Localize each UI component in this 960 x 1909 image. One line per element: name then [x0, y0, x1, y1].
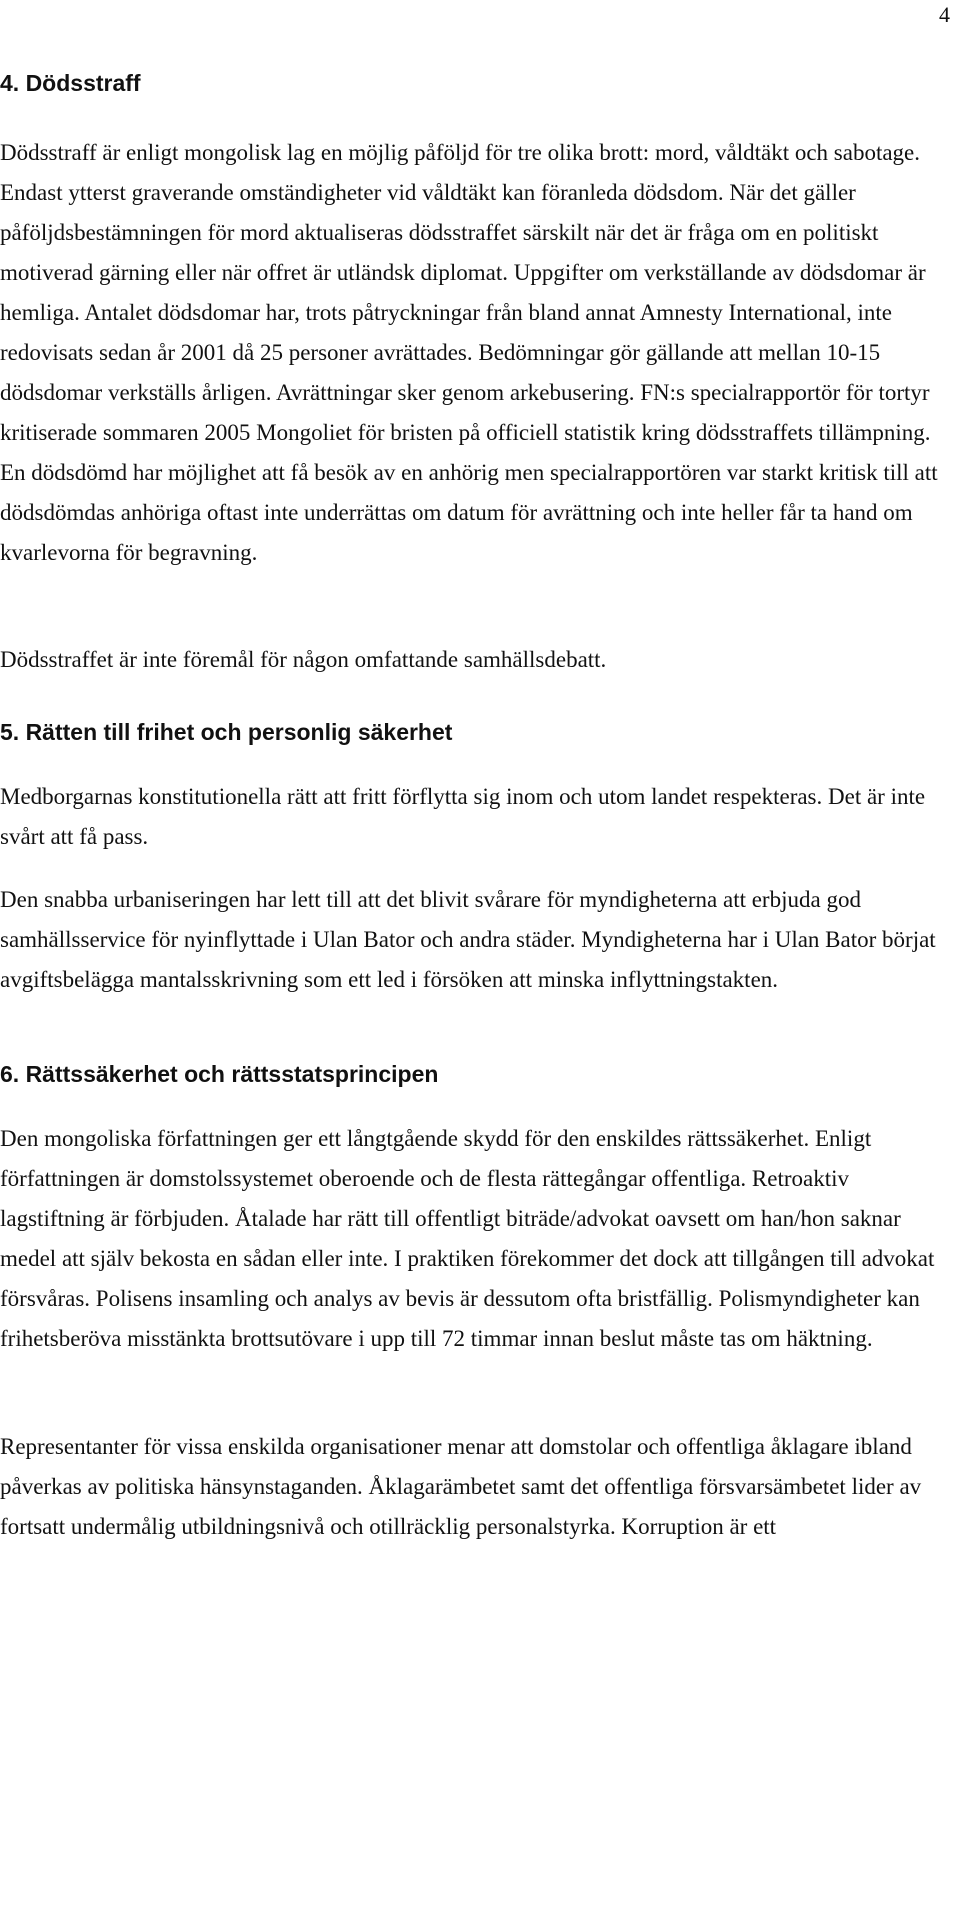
section-heading-frihet: 5. Rätten till frihet och personlig säkerhet: [0, 719, 453, 745]
section-heading-dodsstraff: 4. Dödsstraff: [0, 70, 141, 96]
paragraph-dodsstraff-debate: Dödsstraffet är inte föremål för någon omfattande samhällsdebatt.: [0, 647, 607, 672]
paragraph-frihet-movement: Medborgarnas konstitutionella rätt att fritt förflytta sig inom och utom landet respekteras. Det är inte svårt att få pass.: [0, 784, 926, 849]
paragraph-rattssakerhet-constitution: Den mongoliska författningen ger ett långtgående skydd för den enskildes rättssäkerhet. Enligt författningen är domstolssystemet oberoende och de flesta rättegångar offentliga. Retroaktiv lagstiftning är förbjuden. Åtalade har rätt till offentligt biträde/advokat oavsett om han/hon saknar medel att själv bekosta en sådan eller inte. I praktiken förekommer det dock att tillgången till advokat försvåras. Polisens insamling och analys av bevis är dessutom ofta bristfällig. Polismyndigheter kan frihetsberöva misstänkta brottsutövare i upp till 72 timmar innan beslut måste tas om häktning.: [0, 1126, 935, 1351]
section-heading-rattssakerhet: 6. Rättssäkerhet och rättsstatsprincipen: [0, 1061, 439, 1087]
paragraph-frihet-urbanization: Den snabba urbaniseringen har lett till att det blivit svårare för myndigheterna att erbjuda god samhällsservice för nyinflyttade i Ulan Bator och andra städer. Myndigheterna har i Ulan Bator börjat avgiftsbelägga mantalsskrivning som ett led i försöken att minska inflyttningstakten.: [0, 887, 936, 992]
paragraph-rattssakerhet-organizations: Representanter för vissa enskilda organisationer menar att domstolar och offentliga åklagare ibland påverkas av politiska hänsynstaganden. Åklagarämbetet samt det offentliga försvarsämbetet lider av fortsatt undermålig utbildningsnivå och otillräcklig personalstyrka. Korruption är ett: [0, 1434, 922, 1539]
paragraph-dodsstraff-main: Dödsstraff är enligt mongolisk lag en möjlig påföljd för tre olika brott: mord, våldtäkt och sabotage. Endast ytterst graverande omständigheter vid våldtäkt kan föranleda dödsdom. När det gäller påföljdsbestämningen för mord aktualiseras dödsstraffet särskilt när det är fråga om en politiskt motiverad gärning eller när offret är utländsk diplomat. Uppgifter om verkställande av dödsdomar är hemliga. Antalet dödsdomar har, trots påtryckningar från bland annat Amnesty International, inte redovisats sedan år 2001 då 25 personer avrättades. Bedömningar gör gällande att mellan 10-15 dödsdomar verkställs årligen. Avrättningar sker genom arkebusering. FN:s specialrapportör för tortyr kritiserade sommaren 2005 Mongoliet för bristen på officiell statistik kring dödsstraffets tillämpning. En dödsdömd har möjlighet att få besök av en anhörig men specialrapportören var starkt kritisk till att dödsdömdas anhöriga oftast inte underrättas om datum för avrättning och inte heller får ta hand om kvarlevorna för begravning.: [0, 140, 938, 565]
page-number: 4: [939, 2, 950, 27]
